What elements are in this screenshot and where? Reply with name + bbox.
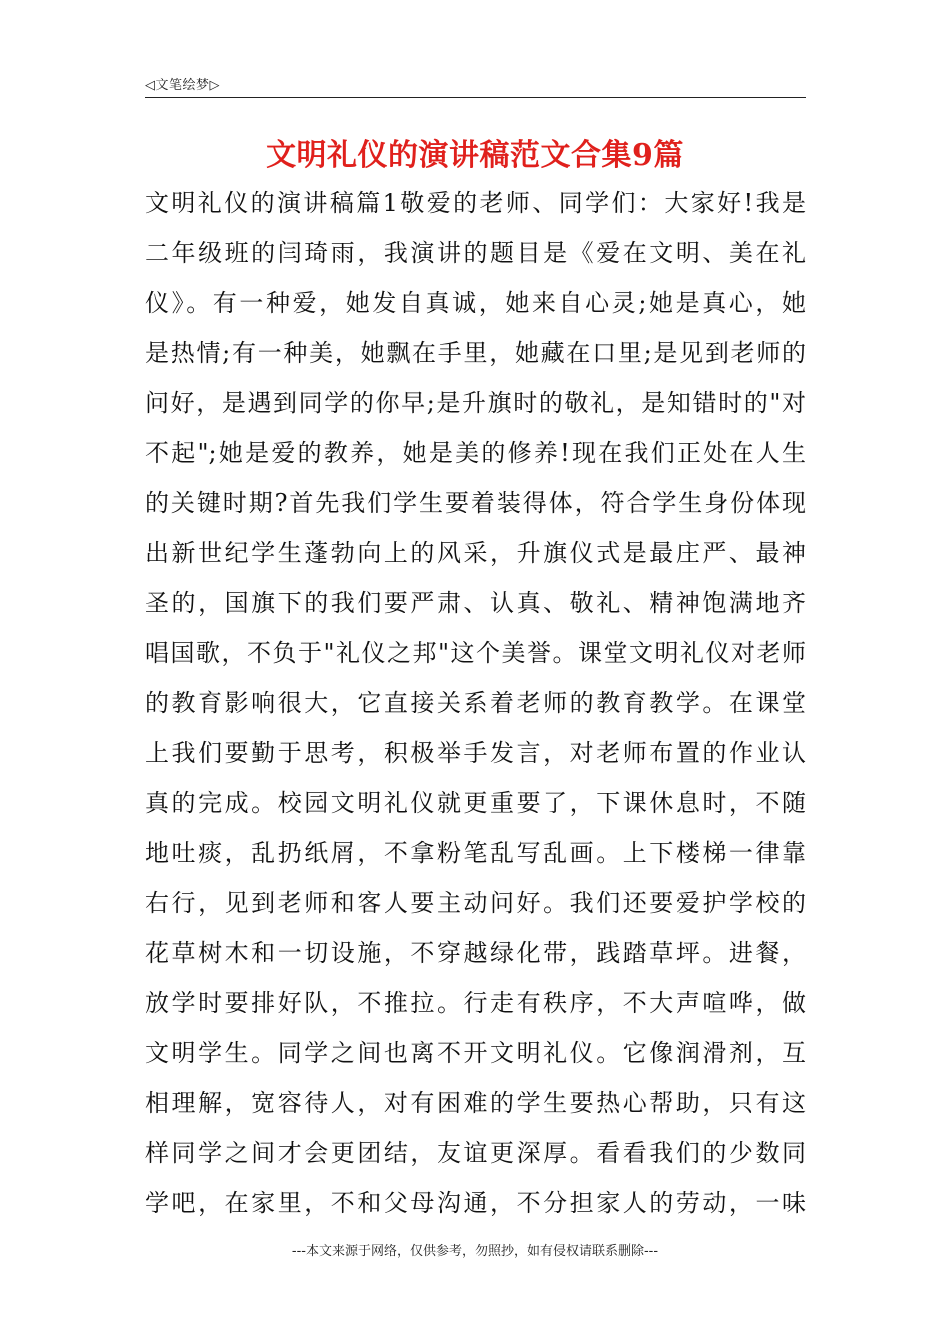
body-line: 是热情;有一种美，她飘在手里，她藏在口里;是见到老师的 xyxy=(145,339,806,367)
header-logo-text: ◁文笔绘梦▷ xyxy=(145,78,220,93)
body-line: 问好，是遇到同学的你早;是升旗时的敬礼，是知错时的"对 xyxy=(145,389,806,417)
body-line: 的关键时期?首先我们学生要着装得体，符合学生身份体现 xyxy=(145,489,806,517)
body-line: 出新世纪学生蓬勃向上的风采，升旗仪式是最庄严、最神 xyxy=(145,539,806,567)
body-line: 真的完成。校园文明礼仪就更重要了，下课休息时，不随 xyxy=(145,789,806,817)
body-line: 唱国歌，不负于"礼仪之邦"这个美誉。课堂文明礼仪对老师 xyxy=(145,639,806,667)
body-line: 样同学之间才会更团结，友谊更深厚。看看我们的少数同 xyxy=(145,1139,806,1167)
document-title: 文明礼仪的演讲稿范文合集9篇 xyxy=(266,138,684,173)
body-line: 不起";她是爱的教养，她是美的修养!现在我们正处在人生 xyxy=(145,439,806,467)
body-line: 文明学生。同学之间也离不开文明礼仪。它像润滑剂，互 xyxy=(145,1039,806,1067)
body-line: 圣的，国旗下的我们要严肃、认真、敬礼、精神饱满地齐 xyxy=(145,589,806,617)
body-line: 放学时要排好队，不推拉。行走有秩序，不大声喧哗，做 xyxy=(145,989,806,1017)
header-divider xyxy=(145,97,806,98)
body-line: 右行，见到老师和客人要主动问好。我们还要爱护学校的 xyxy=(145,889,806,917)
document-body xyxy=(145,178,806,1228)
body-line: 文明礼仪的演讲稿篇1敬爱的老师、同学们：大家好!我是 xyxy=(145,189,806,217)
body-line: 上我们要勤于思考，积极举手发言，对老师布置的作业认 xyxy=(145,739,806,767)
body-line: 地吐痰，乱扔纸屑，不拿粉笔乱写乱画。上下楼梯一律靠 xyxy=(145,839,806,867)
footer-disclaimer: ---本文来源于网络，仅供参考，勿照抄，如有侵权请联系删除--- xyxy=(291,1244,659,1259)
body-line: 二年级班的闫琦雨，我演讲的题目是《爱在文明、美在礼 xyxy=(145,239,806,267)
body-line: 学吧，在家里，不和父母沟通，不分担家人的劳动，一味 xyxy=(145,1189,806,1217)
body-line: 的教育影响很大，它直接关系着老师的教育教学。在课堂 xyxy=(145,689,806,717)
body-line: 相理解，宽容待人，对有困难的学生要热心帮助，只有这 xyxy=(145,1089,806,1117)
body-line: 花草树木和一切设施，不穿越绿化带，践踏草坪。进餐， xyxy=(145,939,806,967)
body-line: 仪》。有一种爱，她发自真诚，她来自心灵;她是真心，她 xyxy=(145,289,806,317)
